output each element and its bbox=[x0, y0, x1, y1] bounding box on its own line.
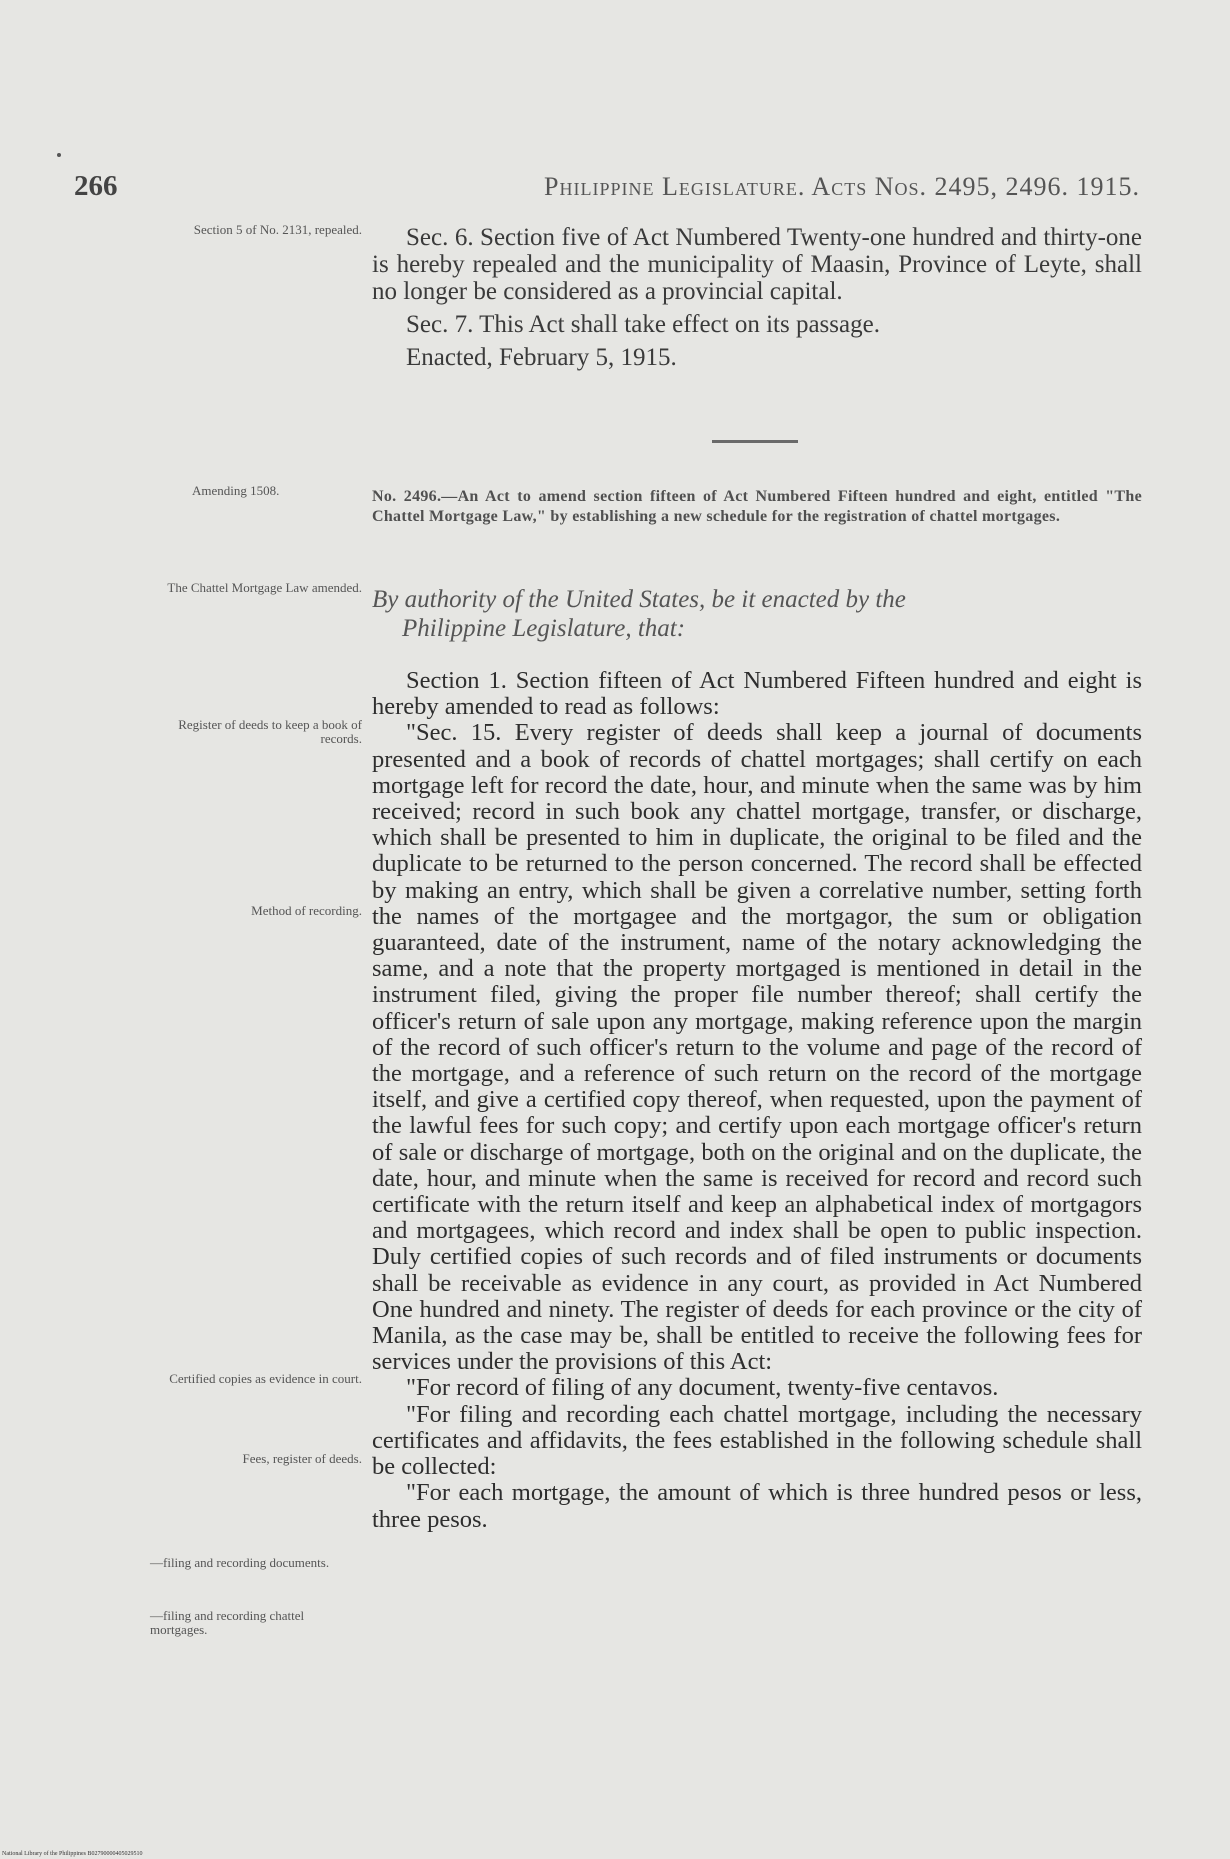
each-mortgage-fee: "For each mortgage, the amount of which is three hundred pesos or less, three pesos. bbox=[372, 1479, 1142, 1533]
act-title: No. 2496.—An Act to amend section fifteen of Act Numbered Fifteen hundred and eight, entitled "The Chattel Mortgage Law," by establishing a new schedule for the registration of chattel mortgages. bbox=[372, 488, 1142, 525]
main-text bbox=[372, 668, 1142, 1533]
page-number: 266 bbox=[74, 170, 118, 202]
sidenote-amending: Amending 1508. bbox=[192, 483, 280, 498]
enacted-date: Enacted, February 5, 1915. bbox=[406, 344, 677, 371]
sidenote-filing-chattel: —filing and recording chattel mortgages. bbox=[150, 1608, 305, 1637]
sidenote-fees: Fees, register of deeds. bbox=[242, 1451, 362, 1466]
page-header bbox=[74, 170, 1140, 210]
filing-recording-fee: "For filing and recording each chattel mortgage, including the necessary certificates and affidavits, the fees established in the following schedule shall be collected: bbox=[372, 1400, 1142, 1481]
enacting-line-1: By authority of the United States, be it enacted by the bbox=[372, 586, 906, 613]
running-head: Philippine Legislature. Acts Nos. 2495, 2496. 1915. bbox=[544, 172, 1140, 201]
filing-fee: "For record of filing of any document, twenty-five centavos. bbox=[406, 1374, 999, 1402]
enacting-clause bbox=[372, 585, 1142, 643]
sidenote-filing-documents: —filing and recording documents. bbox=[150, 1555, 330, 1570]
section-15-text: "Sec. 15. Every register of deeds shall keep a journal of documents presented and a book of records of chattel mortgages; shall certify on each mortgage left for record the date, hour, and minute when the same was by him received; record in such book any chattel mortgage, transfer, or discharge, which shall be presented to him in duplicate, the original to be filed and the duplicate to be returned to the person concerned. The record shall be effected by making an entry, which shall be given a correlative number, setting forth the names of the mortgagee and the mortgagor, the sum or obligation guaranteed, date of the instrument, name of the notary acknowledging the same, and a note that the property mortgaged is mentioned in detail in the instrument filed, giving the proper file number thereof; shall certify the officer's return of sale upon any mortgage, making reference upon the margin of the record of such officer's return to the volume and page of the record of the mortgage, and a reference of such return on the record of the mortgage itself, and give a certified copy thereof, when requested, upon the payment of the lawful fees for such copy; and certify upon each mortgage officer's return of sale or discharge of mortgage, both on the original and on the duplicate, the date, hour, and minute when the same is received for record and record such certificate with the return itself and keep an alphabetical index of mortgagors and mortgagees, which record and index shall be open to public inspection. Duly certified copies of such records and of filed instruments or documents shall be receivable as evidence in any court, as provided in Act Numbered One hundred and ninety. The register of deeds for each province or the city of Manila, as the case may be, shall be entitled to receive the following fees for services under the provisions of this Act: bbox=[372, 719, 1142, 1376]
sidenote-certified: Certified copies as evidence in court. bbox=[169, 1371, 362, 1386]
act-2495-closing bbox=[372, 224, 1142, 371]
section-divider bbox=[712, 440, 798, 443]
scan-footer: National Library of the Philippines B02790000405029510 bbox=[2, 1851, 143, 1857]
sidenote-section-repealed: Section 5 of No. 2131, repealed. bbox=[193, 222, 362, 237]
sidenote-register: Register of deeds to keep a book of records. bbox=[178, 717, 362, 746]
enacting-line-2: Philippine Legislature, that: bbox=[402, 615, 686, 642]
sidenote-chattel-law: The Chattel Mortgage Law amended. bbox=[167, 580, 362, 595]
section-1: Section 1. Section fifteen of Act Numbered Fifteen hundred and eight is hereby amended to read as follows: bbox=[372, 667, 1142, 721]
section-7: Sec. 7. This Act shall take effect on its passage. bbox=[406, 311, 880, 338]
ink-speck bbox=[57, 153, 61, 157]
sidenote-method: Method of recording. bbox=[251, 903, 362, 918]
section-6: Sec. 6. Section five of Act Numbered Twenty-one hundred and thirty-one is hereby repealed and the municipality of Maasin, Province of Leyte, shall no longer be considered as a provincial capital. bbox=[372, 224, 1142, 305]
